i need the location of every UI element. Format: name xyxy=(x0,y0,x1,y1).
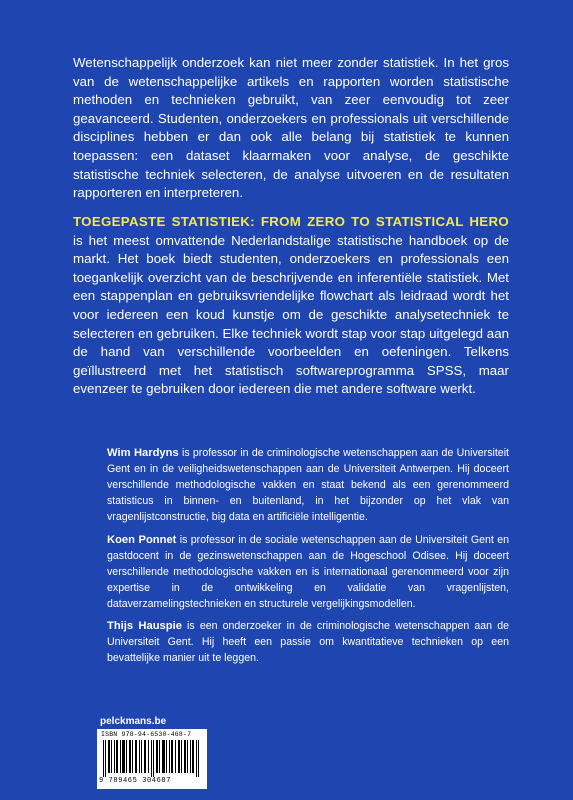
barcode-bars-icon xyxy=(101,740,203,777)
author-text-2: is professor in de sociale wetenschappen aan de Universiteit Gent en gastdocent in de gezinswetenschappen aan de Hogeschool Odisee. Hij doceert verschillende methodologische vakken en is internationaal gerenommeerd voor zijn expertise in de ontwikkeling en validatie van vragenlijsten, dataverzamelingstechnieken en structurele vergelijkingsmodellen. xyxy=(107,534,509,610)
description-paragraph xyxy=(73,213,509,399)
author-bio-2 xyxy=(107,533,509,613)
author-bio-1 xyxy=(107,446,509,526)
author-name-1: Wim Hardyns xyxy=(107,447,179,459)
barcode-digits: 9 789465 304687 xyxy=(99,777,172,785)
intro-paragraph: Wetenschappelijk onderzoek kan niet meer zonder statistiek. In het gros van de wetenschappelijke artikels en rapporten worden statistische methoden en technieken gebruikt, van zeer eenvoudig tot zeer geavanceerd. Studenten, onderzoekers en professionals uit verschillende disciplines hebben er dan ook alle belang bij statistiek te kunnen toepassen: een dataset klaarmaken voor analyse, de geschikte statistische techniek selecteren, de analyse uitvoeren en de resultaten rapporteren en interpreteren. xyxy=(73,55,509,201)
description-text: is het meest omvattende Nederlandstalige statistische handboek op de markt. Het boek biedt studenten, onderzoekers en professionals een toegankelijk overzicht van de beschrijvende en inferentiële statistiek. Met een stappenplan en gebruiksvriendelijke flowchart als leidraad wordt het voor iedereen een koud kunstje om de geschikte analysetechniek te selecteren en gebruiken. Elke techniek wordt stap voor stap uitgelegd aan de hand van verschillende voorbeelden en oefeningen. Telkens geïllustreerd met het statistisch softwareprogramma SPSS, maar evenzeer te gebruiken door iedereen die met andere software werkt. xyxy=(73,232,509,397)
author-text-3: is een onderzoeker in de criminologische wetenschappen aan de Universiteit Gent. Hij heeft een passie om kwantitatieve technieken op een bevattelijke manier uit te leggen. xyxy=(107,620,509,664)
book-title: TOEGEPASTE STATISTIEK: FROM ZERO TO STATISTICAL HERO xyxy=(73,214,509,229)
author-name-2: Koen Ponnet xyxy=(107,534,177,546)
author-bio-3 xyxy=(107,619,509,667)
isbn-label: ISBN 978-94-6530-468-7 xyxy=(101,731,192,738)
barcode xyxy=(97,729,207,789)
author-text-1: is professor in de criminologische wetenschappen aan de Universiteit Gent en in de veiligheidswetenschappen aan de Universiteit Antwerpen. Hij doceert verschillende methodologische vakken en staat bekend als een gerenommeerd statisticus in binnen- en buitenland, in het bijzonder op het vlak van vragenlijstconstructie, big data en artificiële intelligentie. xyxy=(107,447,509,523)
author-name-3: Thijs Hauspie xyxy=(107,620,182,632)
publisher-url[interactable]: pelckmans.be xyxy=(100,716,167,727)
